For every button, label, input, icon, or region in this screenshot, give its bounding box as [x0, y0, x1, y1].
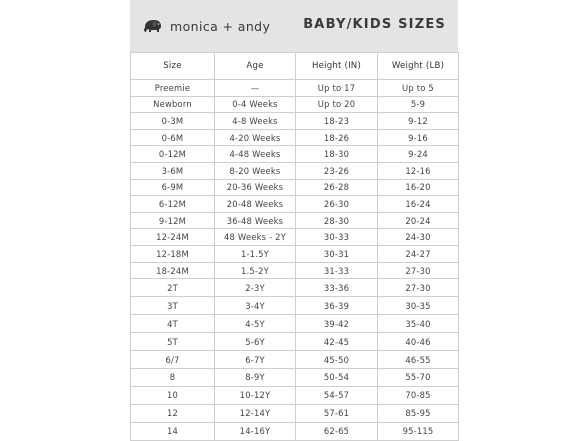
height-cell: 33-36: [296, 279, 378, 297]
table-row: [131, 196, 459, 213]
table-row: [131, 279, 459, 297]
height-cell: Up to 17: [296, 80, 378, 97]
weight-cell: 5-9: [378, 96, 459, 113]
height-cell: 18-23: [296, 113, 378, 130]
table-row: [131, 129, 459, 146]
age-cell: 2-3Y: [215, 279, 296, 297]
weight-cell: 24-27: [378, 246, 459, 263]
size-cell: 0-6M: [131, 129, 215, 146]
age-cell: 4-5Y: [215, 315, 296, 333]
table-row: [131, 315, 459, 333]
table-row: [131, 80, 459, 97]
height-cell: 57-61: [296, 404, 378, 422]
size-cell: 3-6M: [131, 163, 215, 180]
age-cell: 36-48 Weeks: [215, 212, 296, 229]
age-cell: 5-6Y: [215, 333, 296, 351]
weight-cell: 12-16: [378, 163, 459, 180]
height-cell: 50-54: [296, 369, 378, 387]
weight-cell: 27-30: [378, 279, 459, 297]
age-cell: 8-20 Weeks: [215, 163, 296, 180]
size-cell: 12-24M: [131, 229, 215, 246]
table-row: [131, 386, 459, 404]
age-cell: 0-4 Weeks: [215, 96, 296, 113]
age-cell: 10-12Y: [215, 386, 296, 404]
weight-cell: 20-24: [378, 212, 459, 229]
weight-cell: 16-20: [378, 179, 459, 196]
size-cell: 12: [131, 404, 215, 422]
size-cell: 12-18M: [131, 246, 215, 263]
table-row: [131, 404, 459, 422]
brand: [142, 18, 270, 34]
table-row: [131, 229, 459, 246]
age-cell: 3-4Y: [215, 297, 296, 315]
weight-cell: 40-46: [378, 333, 459, 351]
age-cell: —: [215, 80, 296, 97]
size-cell: 4T: [131, 315, 215, 333]
size-cell: 14: [131, 422, 215, 440]
size-cell: 6-9M: [131, 179, 215, 196]
table-row: [131, 113, 459, 130]
table-row: [131, 246, 459, 263]
weight-cell: 35-40: [378, 315, 459, 333]
age-cell: 8-9Y: [215, 369, 296, 387]
size-cell: 0-12M: [131, 146, 215, 163]
weight-cell: 9-12: [378, 113, 459, 130]
size-cell: 8: [131, 369, 215, 387]
table-row: [131, 146, 459, 163]
table-row: [131, 333, 459, 351]
table-header-row: [131, 53, 459, 80]
weight-cell: 95-115: [378, 422, 459, 440]
table-row: [131, 297, 459, 315]
size-chart: [130, 0, 458, 441]
size-cell: Newborn: [131, 96, 215, 113]
size-cell: 10: [131, 386, 215, 404]
age-cell: 12-14Y: [215, 404, 296, 422]
weight-cell: 24-30: [378, 229, 459, 246]
weight-cell: 55-70: [378, 369, 459, 387]
size-cell: Preemie: [131, 80, 215, 97]
weight-cell: 70-85: [378, 386, 459, 404]
weight-cell: 46-55: [378, 351, 459, 369]
size-cell: 5T: [131, 333, 215, 351]
height-cell: 30-31: [296, 246, 378, 263]
weight-cell: 9-16: [378, 129, 459, 146]
age-cell: 6-7Y: [215, 351, 296, 369]
age-cell: 20-48 Weeks: [215, 196, 296, 213]
height-cell: 54-57: [296, 386, 378, 404]
table-row: [131, 422, 459, 440]
elephant-icon: [142, 18, 164, 34]
age-cell: 48 Weeks - 2Y: [215, 229, 296, 246]
height-cell: 28-30: [296, 212, 378, 229]
header-banner: [130, 0, 458, 52]
age-cell: 1.5-2Y: [215, 262, 296, 279]
age-cell: 4-48 Weeks: [215, 146, 296, 163]
height-cell: 31-33: [296, 262, 378, 279]
height-cell: 18-30: [296, 146, 378, 163]
age-cell: 4-8 Weeks: [215, 113, 296, 130]
height-cell: 26-30: [296, 196, 378, 213]
table-row: [131, 351, 459, 369]
height-cell: 62-65: [296, 422, 378, 440]
height-cell: Up to 20: [296, 96, 378, 113]
size-cell: 6-12M: [131, 196, 215, 213]
page-title: BABY/KIDS SIZES: [303, 17, 446, 32]
size-cell: 3T: [131, 297, 215, 315]
table-row: [131, 179, 459, 196]
height-cell: 30-33: [296, 229, 378, 246]
height-cell: 45-50: [296, 351, 378, 369]
age-cell: 14-16Y: [215, 422, 296, 440]
height-cell: 39-42: [296, 315, 378, 333]
column-header-height: Height (IN): [296, 53, 378, 80]
weight-cell: 16-24: [378, 196, 459, 213]
size-cell: 6/7: [131, 351, 215, 369]
height-cell: 18-26: [296, 129, 378, 146]
size-table: [130, 52, 459, 441]
table-row: [131, 96, 459, 113]
table-row: [131, 262, 459, 279]
size-cell: 2T: [131, 279, 215, 297]
column-header-age: Age: [215, 53, 296, 80]
table-row: [131, 212, 459, 229]
column-header-weight: Weight (LB): [378, 53, 459, 80]
weight-cell: Up to 5: [378, 80, 459, 97]
table-row: [131, 369, 459, 387]
height-cell: 36-39: [296, 297, 378, 315]
brand-name: monica + andy: [170, 18, 271, 34]
height-cell: 26-28: [296, 179, 378, 196]
weight-cell: 9-24: [378, 146, 459, 163]
column-header-size: Size: [131, 53, 215, 80]
weight-cell: 85-95: [378, 404, 459, 422]
height-cell: 23-26: [296, 163, 378, 180]
table-row: [131, 163, 459, 180]
age-cell: 4-20 Weeks: [215, 129, 296, 146]
weight-cell: 27-30: [378, 262, 459, 279]
weight-cell: 30-35: [378, 297, 459, 315]
size-cell: 18-24M: [131, 262, 215, 279]
age-cell: 1-1.5Y: [215, 246, 296, 263]
height-cell: 42-45: [296, 333, 378, 351]
age-cell: 20-36 Weeks: [215, 179, 296, 196]
size-cell: 0-3M: [131, 113, 215, 130]
size-cell: 9-12M: [131, 212, 215, 229]
